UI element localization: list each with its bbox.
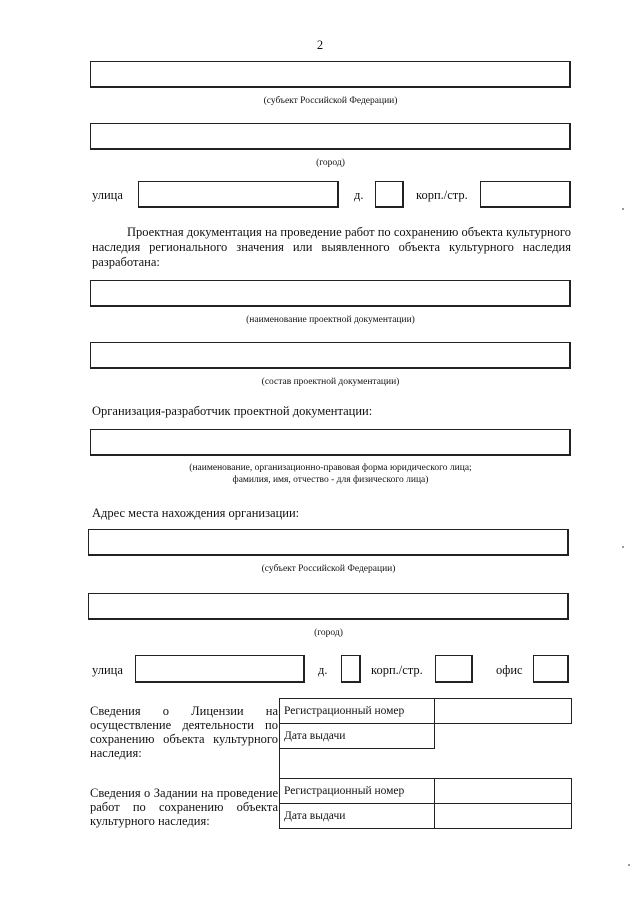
task-issue-date-label: Дата выдачи [280,804,435,829]
page-number: 2 [316,38,324,52]
org-street-field[interactable] [135,655,305,683]
task-reg-number-label: Регистрационный номер [280,779,435,804]
license-issue-date-field[interactable] [435,724,572,749]
scan-mark [628,864,630,866]
scan-mark [622,208,624,210]
org-street-label: улица [92,663,123,677]
license-issue-date-label: Дата выдачи [280,724,435,749]
project-composition-field[interactable] [90,342,571,369]
license-table-continuation [279,748,280,778]
project-intro: Проектная документация на проведение работ по сохранению объекта культурного наследия регионального значения или выявленного объекта культурного наследия разработана: [92,225,571,269]
org-region-field[interactable] [88,529,569,556]
street-field[interactable] [138,181,339,208]
project-name-field[interactable] [90,280,571,307]
org-house-label: д. [318,663,328,677]
org-region-caption: (субъект Российской Федерации) [261,564,396,574]
org-city-caption: (город) [314,628,343,638]
org-office-field[interactable] [533,655,569,683]
building-field[interactable] [480,181,571,208]
task-table [279,778,572,829]
developer-heading: Организация-разработчик проектной документации: [92,404,373,418]
city-field[interactable] [90,123,571,150]
house-label: д. [354,188,364,202]
org-address-heading: Адрес места нахождения организации: [92,506,300,520]
project-composition-caption: (состав проектной документации) [261,377,400,387]
license-reg-number-label: Регистрационный номер [280,699,435,724]
org-building-label: корп./стр. [371,663,423,677]
street-label: улица [92,188,123,202]
task-issue-date-field[interactable] [435,804,572,829]
region-caption: (субъект Российской Федерации) [263,96,398,106]
project-name-caption: (наименование проектной документации) [246,315,415,325]
city-caption: (город) [316,158,345,168]
license-table [279,698,572,749]
building-label: корп./стр. [416,188,468,202]
org-building-field[interactable] [435,655,473,683]
developer-field[interactable] [90,429,571,456]
developer-caption-line1: (наименование, организационно-правовая форма юридического лица; [189,463,472,473]
developer-caption-line2: фамилия, имя, отчество - для физического лица) [232,475,429,485]
org-city-field[interactable] [88,593,569,620]
org-house-field[interactable] [341,655,361,683]
scan-mark [622,546,624,548]
license-label: Сведения о Лицензии на осуществление деятельности по сохранению объекта культурного наследия: [90,704,278,760]
org-office-label: офис [496,663,523,677]
license-reg-number-field[interactable] [435,699,572,724]
task-label: Сведения о Задании на проведение работ по сохранению объекта культурного наследия: [90,786,278,828]
region-field[interactable] [90,61,571,88]
task-reg-number-field[interactable] [435,779,572,804]
house-field[interactable] [375,181,404,208]
